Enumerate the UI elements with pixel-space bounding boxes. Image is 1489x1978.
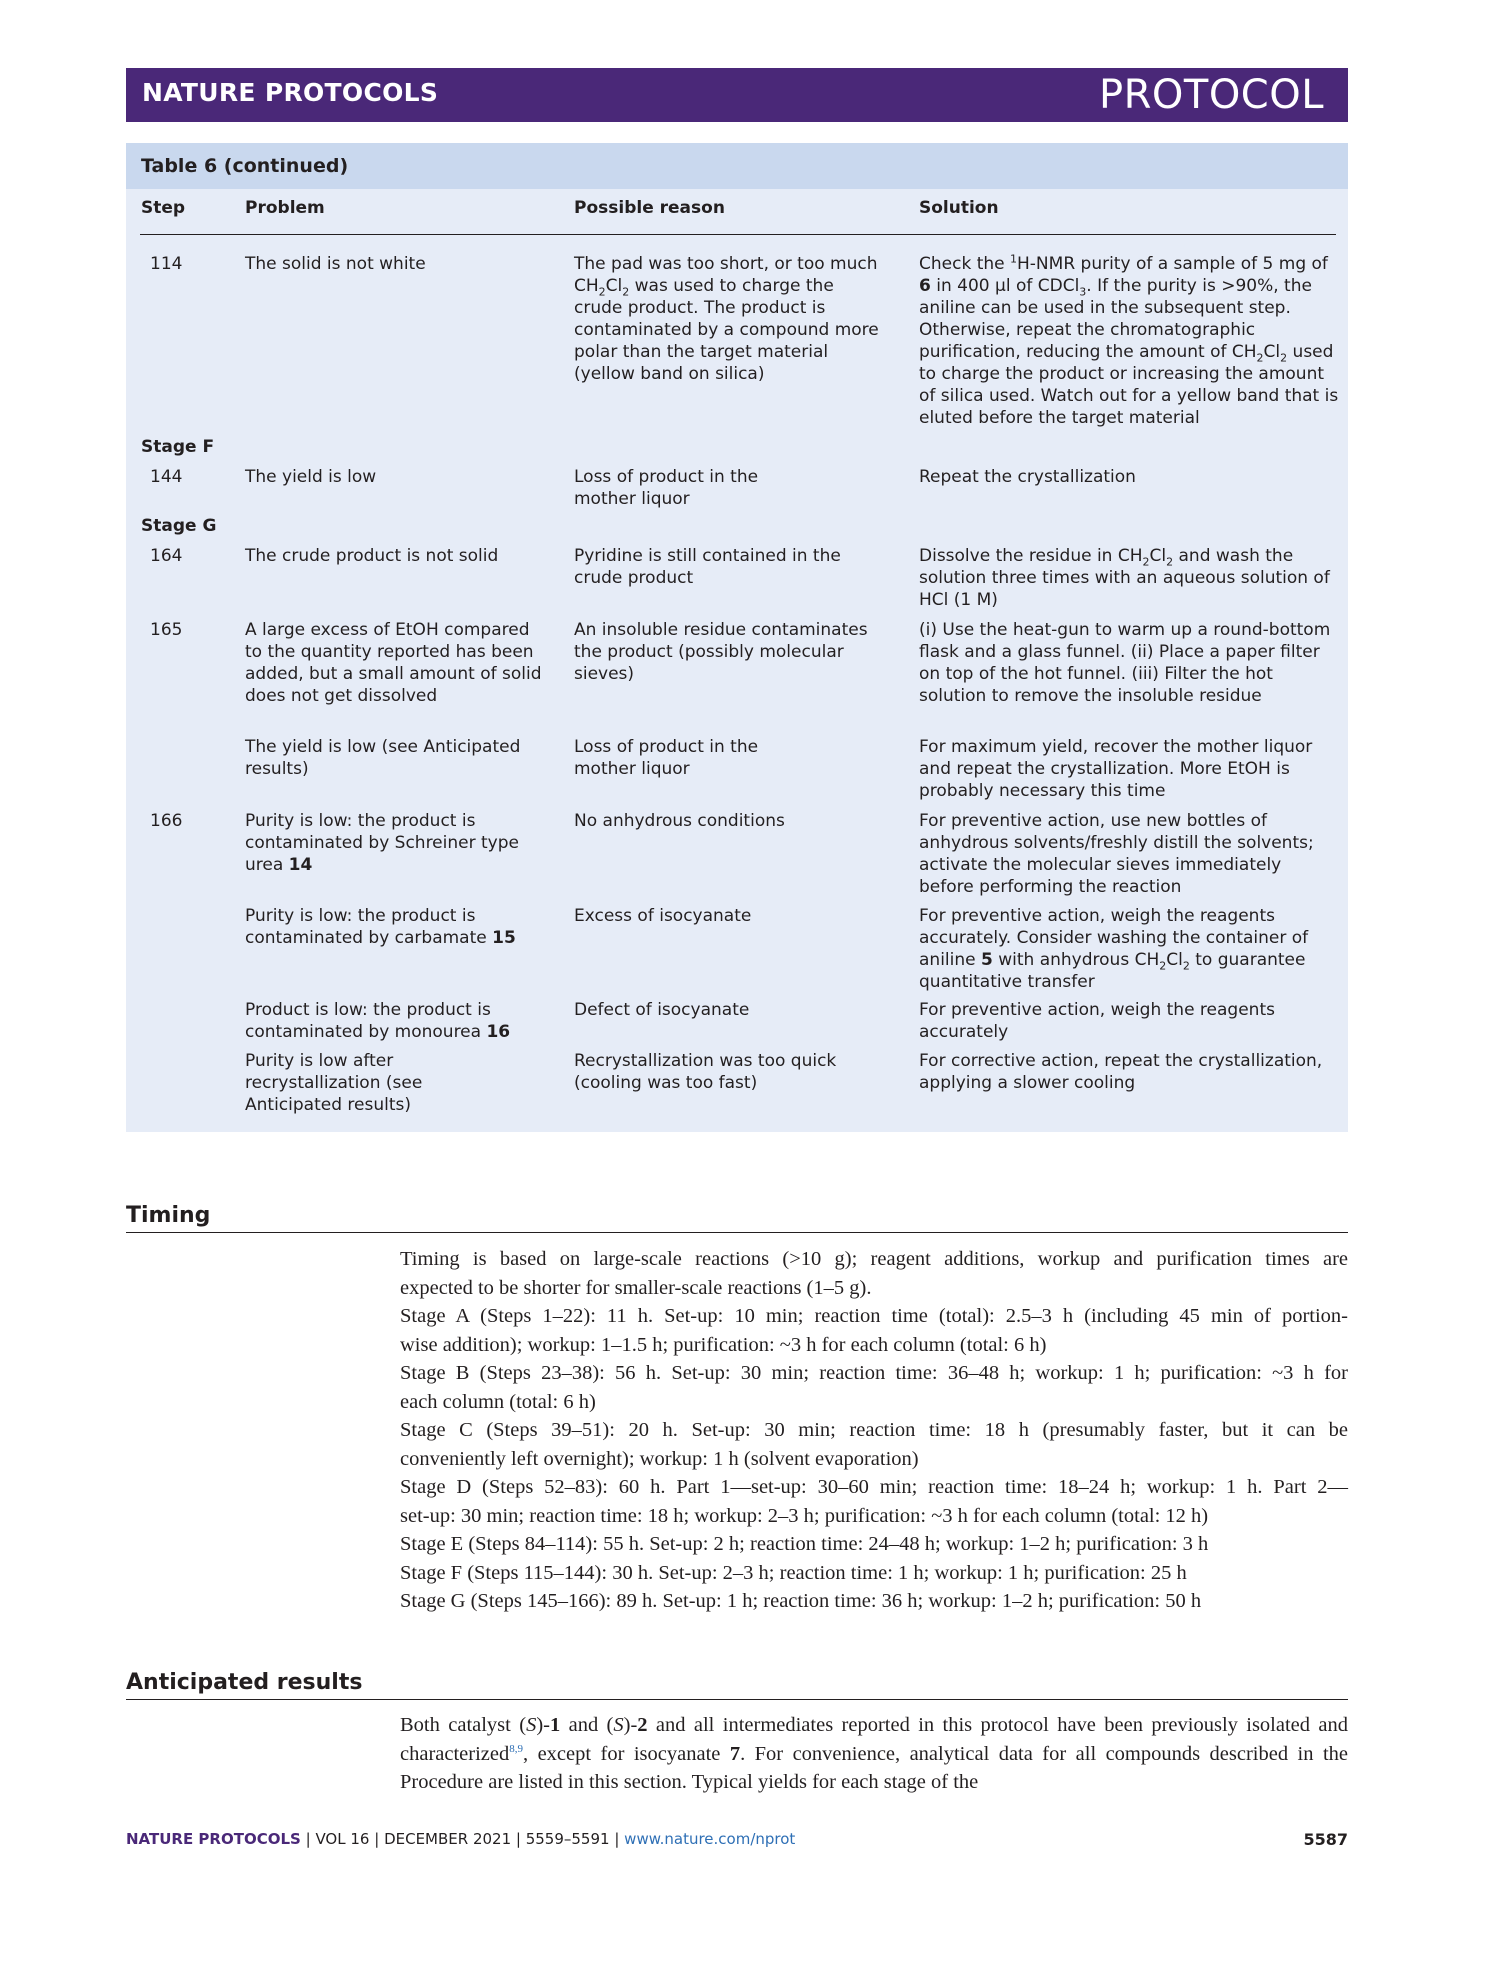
table-title: Table 6 (continued) (141, 155, 349, 177)
timing-line: wise addition); workup: 1–1.5 h; purification: ~3 h for each column (total: 6 h) (400, 1333, 1047, 1356)
reason-cell: An insoluble residue contaminates the product (possibly molecular sieves) (574, 620, 868, 684)
problem-cell: The solid is not white (245, 254, 426, 274)
step-number: 165 (150, 620, 183, 640)
article-type: PROTOCOL (1098, 72, 1324, 118)
reason-cell: Recrystallization was too quick (cooling was too fast) (574, 1051, 837, 1093)
reason-cell: Excess of isocyanate (574, 906, 752, 926)
problem-cell: Purity is low: the product is contaminated by Schreiner type urea 14 (245, 811, 519, 875)
footer-pages: 5559–5591 (525, 1830, 610, 1848)
column-header-solution: Solution (919, 198, 999, 218)
solution-cell: For preventive action, weigh the reagents accurately (919, 1000, 1275, 1042)
footer-url-link[interactable]: www.nature.com/nprot (624, 1830, 796, 1848)
step-number: 164 (150, 546, 183, 566)
journal-banner (126, 68, 1348, 122)
solution-cell: For maximum yield, recover the mother liquor and repeat the crystallization. More EtOH is probably necessary this time (919, 737, 1313, 801)
timing-line: Timing is based on large-scale reactions (>10 g); reagent additions, workup and purification times are (400, 1248, 1348, 1270)
page-number: 5587 (1303, 1830, 1348, 1849)
footer-journal: NATURE PROTOCOLS (126, 1830, 301, 1848)
solution-cell: For corrective action, repeat the crystallization, applying a slower cooling (919, 1051, 1323, 1093)
column-header-reason: Possible reason (574, 198, 725, 218)
footer-volume: VOL 16 (315, 1830, 370, 1848)
solution-cell: Repeat the crystallization (919, 467, 1136, 487)
column-header-problem: Problem (245, 198, 325, 218)
problem-cell: The yield is low (245, 467, 377, 487)
solution-cell: For preventive action, use new bottles of anhydrous solvents/freshly distill the solvents; activate the molecular sieves immediately before performing the reaction (919, 811, 1314, 897)
solution-cell: (i) Use the heat-gun to warm up a round-bottom flask and a glass funnel. (ii) Place a paper filter on top of the hot funnel. (iii) Filter the hot solution to remove the insoluble residue (919, 620, 1331, 706)
timing-line: Stage B (Steps 23–38): 56 h. Set-up: 30 min; reaction time: 36–48 h; workup: 1 h; purification: ~3 h for (400, 1362, 1348, 1384)
timing-line: Stage F (Steps 115–144): 30 h. Set-up: 2–3 h; reaction time: 1 h; workup: 1 h; purification: 25 h (400, 1561, 1187, 1584)
table-title-bar (126, 143, 1348, 189)
timing-line: Stage C (Steps 39–51): 20 h. Set-up: 30 min; reaction time: 18 h (presumably faster, but it can be (400, 1419, 1348, 1441)
section-rule (126, 1699, 1348, 1700)
reason-cell: No anhydrous conditions (574, 811, 785, 831)
troubleshooting-table (126, 143, 1348, 1132)
timing-line: conveniently left overnight); workup: 1 h (solvent evaporation) (400, 1447, 919, 1470)
section-heading-anticipated: Anticipated results (126, 1670, 363, 1695)
timing-line: set-up: 30 min; reaction time: 18 h; workup: 2–3 h; purification: ~3 h for each column (total: 12 h) (400, 1504, 1209, 1527)
page-footer: NATURE PROTOCOLS | VOL 16 | DECEMBER 2021 | 5559–5591 | www.nature.com/nprot (126, 1830, 796, 1848)
stage-label: Stage F (141, 437, 215, 457)
solution-cell: For preventive action, weigh the reagents accurately. Consider washing the container of aniline 5 with anhydrous $CH_2Cl_2$ to guarantee quantitative transfer (919, 906, 1309, 992)
reason-cell: Loss of product in the mother liquor (574, 737, 759, 779)
solution-cell: Dissolve the residue in $CH_2Cl_2$ and wash the solution three times with an aqueous solution of HCl (1 M) (919, 546, 1330, 610)
journal-name: NATURE PROTOCOLS (142, 78, 439, 107)
reason-cell: Loss of product in the mother liquor (574, 467, 759, 509)
timing-line: each column (total: 6 h) (400, 1390, 596, 1413)
problem-cell: The yield is low (see Anticipated results) (245, 737, 521, 779)
problem-cell: Product is low: the product is contaminated by monourea 16 (245, 1000, 511, 1042)
step-number: 114 (150, 254, 183, 274)
reason-cell: Defect of isocyanate (574, 1000, 750, 1020)
problem-cell: Purity is low: the product is contaminated by carbamate 15 (245, 906, 516, 948)
section-heading-timing: Timing (126, 1203, 211, 1228)
stage-label: Stage G (141, 516, 217, 536)
timing-line: Stage A (Steps 1–22): 11 h. Set-up: 10 min; reaction time (total): 2.5–3 h (including 45 min of portion- (400, 1305, 1348, 1327)
footer-date: DECEMBER 2021 (384, 1830, 512, 1848)
step-number: 166 (150, 811, 183, 831)
header-rule (140, 234, 1336, 235)
step-number: 144 (150, 467, 183, 487)
section-rule (126, 1232, 1348, 1233)
problem-cell: The crude product is not solid (245, 546, 499, 566)
problem-cell: Purity is low after recrystallization (see Anticipated results) (245, 1051, 423, 1115)
timing-line: Stage D (Steps 52–83): 60 h. Part 1—set-up: 30–60 min; reaction time: 18–24 h; workup: 1 h. Part 2— (400, 1476, 1348, 1498)
timing-line: expected to be shorter for smaller-scale reactions (1–5 g). (400, 1276, 872, 1299)
reason-cell: Pyridine is still contained in the crude product (574, 546, 841, 588)
anticipated-paragraph: Both catalyst (S)-1 and (S)-2 and all intermediates reported in this protocol have been previously isolated and characterized$^{8,9}$, except for isocyanate 7. For convenience, analytical data for all compounds described in the Procedure are listed in this section. Typical yields for each stage of the (400, 1714, 1348, 1793)
timing-line: Stage G (Steps 145–166): 89 h. Set-up: 1 h; reaction time: 36 h; workup: 1–2 h; purification: 50 h (400, 1590, 1202, 1612)
solution-cell: Check the $^1$H-NMR purity of a sample of 5 mg of 6 in 400 µl of CDCl$_3$. If the purity is >90%, the aniline can be used in the subsequent step. Otherwise, repeat the chromatographic purification, reducing the amount of $CH_2Cl_2$ used to charge the product or increasing the amount of silica used. Watch out for a yellow band that is eluted before the target material (919, 252, 1339, 428)
timing-paragraph (400, 1245, 1348, 1616)
problem-cell: A large excess of EtOH compared to the quantity reported has been added, but a small amount of solid does not get dissolved (245, 620, 542, 706)
reason-cell: The pad was too short, or too much $CH_2Cl_2$ was used to charge the crude product. The product is contaminated by a compound more polar than the target material (yellow band on silica) (574, 254, 879, 384)
timing-line: Stage E (Steps 84–114): 55 h. Set-up: 2 h; reaction time: 24–48 h; workup: 1–2 h; purification: 3 h (400, 1533, 1209, 1555)
column-header-step: Step (141, 198, 186, 218)
